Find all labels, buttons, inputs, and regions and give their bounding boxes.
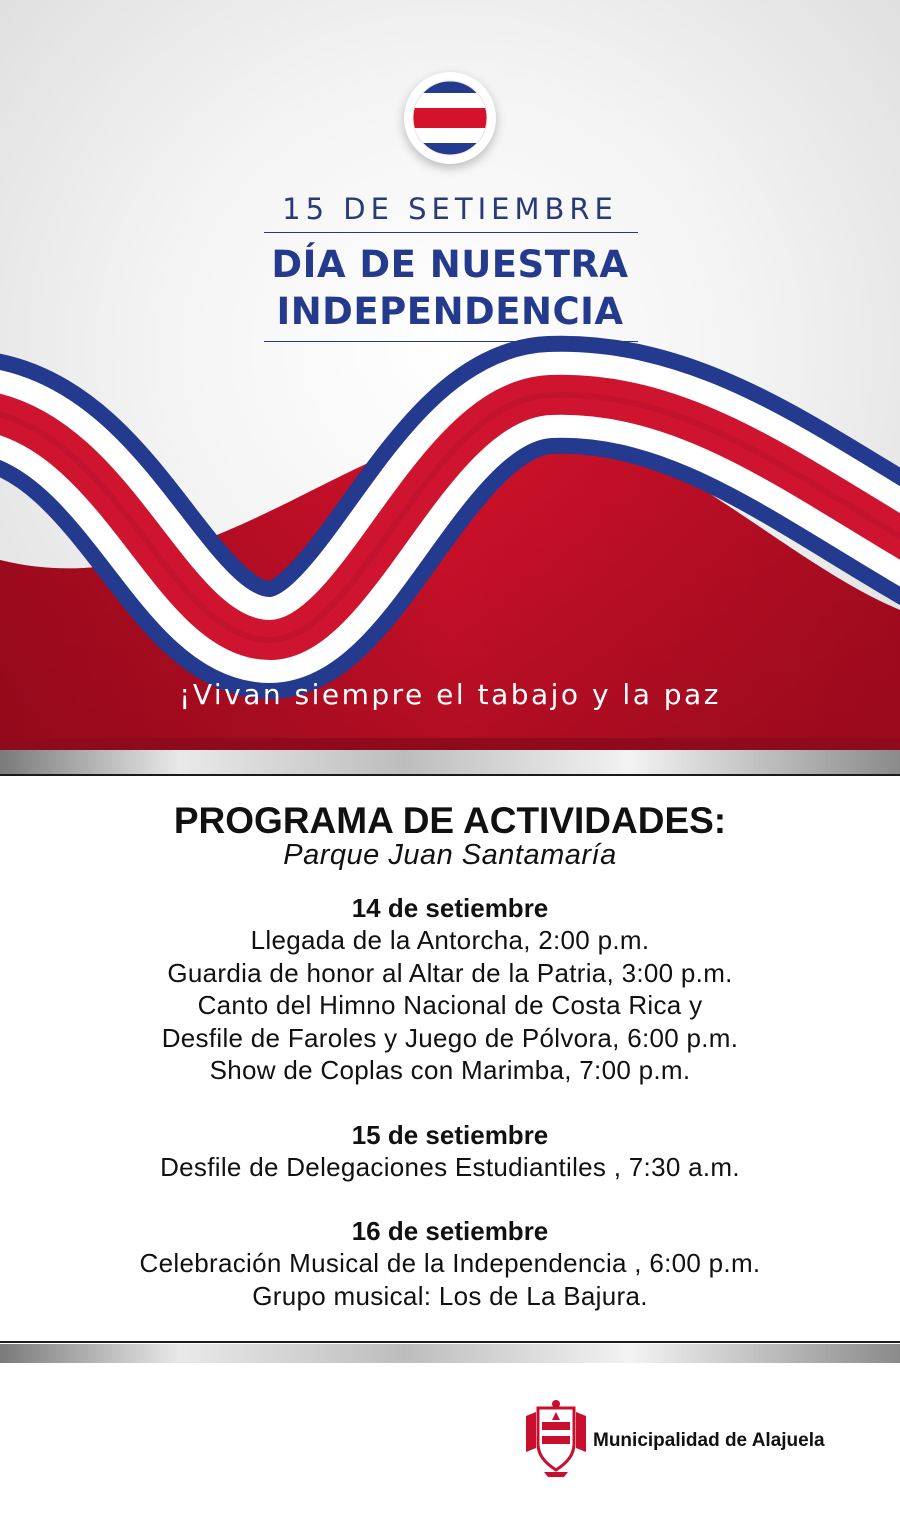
- activity-line: Celebración Musical de la Independencia , 6:00 p.m.: [139, 1248, 761, 1278]
- separator-bottom: [0, 1341, 900, 1343]
- organization-name: Municipalidad de Alajuela: [593, 1430, 825, 1451]
- activity-line: Show de Coplas con Marimba, 7:00 p.m.: [209, 1055, 691, 1085]
- activity-line: Grupo musical: Los de La Bajura.: [252, 1280, 648, 1311]
- municipal-crest-icon: [522, 1398, 590, 1478]
- activity-line: Llegada de la Antorcha, 2:00 p.m.: [250, 925, 650, 955]
- day-date: 15 de setiembre: [351, 1120, 549, 1150]
- divider-bottom: [264, 341, 638, 342]
- date-heading: 15 DE SETIEMBRE: [282, 192, 618, 226]
- activity-line: Guardia de honor al Altar de la Patria, 3:00 p.m.: [167, 957, 733, 988]
- headline-line-1: DÍA DE NUESTRA: [271, 243, 629, 286]
- divider-top: [264, 232, 638, 233]
- separator-top: [0, 774, 900, 776]
- activity-line: Desfile de Faroles y Juego de Pólvora, 6:00 p.m.: [161, 1022, 739, 1053]
- day-block-15: [0, 1119, 900, 1184]
- day-block-16: [0, 1215, 900, 1312]
- activity-line: Desfile de Delegaciones Estudiantiles , 7:30 a.m.: [160, 1152, 740, 1182]
- slogan: ¡Vivan siempre el tabajo y la paz: [179, 678, 721, 711]
- activity-line: Canto del Himno Nacional de Costa Rica y: [197, 990, 703, 1020]
- costa-rica-flag-icon: [404, 72, 496, 164]
- day-block-14: [0, 892, 900, 1087]
- program-title: PROGRAMA DE ACTIVIDADES:: [173, 800, 727, 841]
- day-date: 16 de setiembre: [351, 1216, 549, 1246]
- headline-line-2: INDEPENDENCIA: [276, 290, 624, 333]
- program-location: Parque Juan Santamaría: [283, 839, 617, 871]
- silver-band-bottom: [0, 1344, 900, 1363]
- silver-band-top: [0, 750, 900, 774]
- day-date: 14 de setiembre: [351, 893, 549, 923]
